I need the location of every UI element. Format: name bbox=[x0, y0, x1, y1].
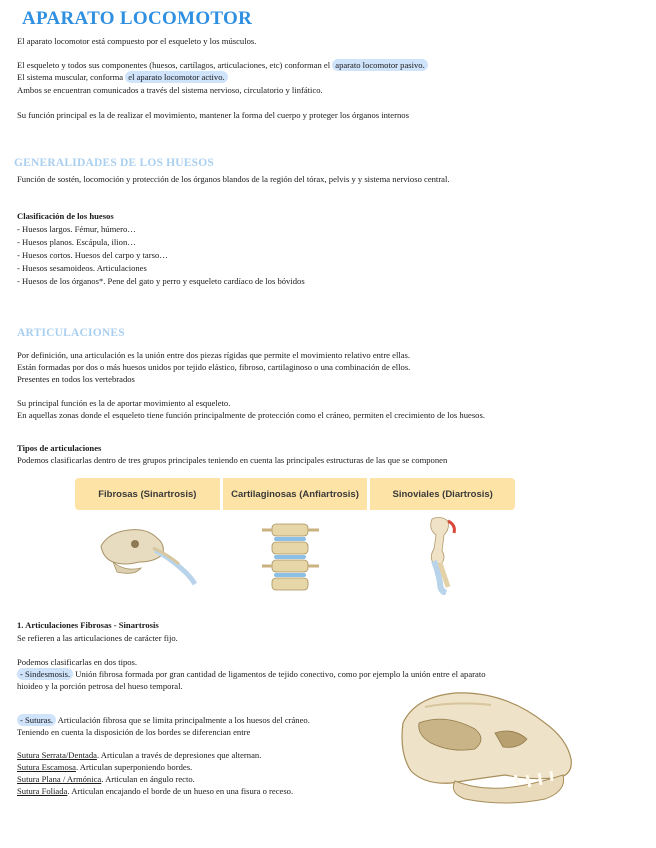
suture-item bbox=[17, 762, 192, 773]
intro-line-4: Ambos se encuentran comunicados a través del sistema nervioso, circulatorio y linfático. bbox=[17, 85, 323, 95]
suture-name: Sutura Foliada bbox=[17, 786, 68, 796]
list-item: - Huesos de los órganos*. Pene del gato y perro y esqueleto cardíaco de los bóvidos bbox=[17, 276, 305, 286]
suture-text: . Articulan a través de depresiones que alternan. bbox=[96, 750, 262, 760]
fibrosas-line-3 bbox=[17, 669, 486, 680]
fibrosas-line-4: hioideo y la porción petrosa del hueso temporal. bbox=[17, 681, 183, 691]
section-heading-huesos: GENERALIDADES DE LOS HUESOS bbox=[14, 157, 214, 169]
huesos-line-1: Función de sostén, locomoción y protección de los órganos blandos de la región del tórax, pelvis y y sistema nervioso central. bbox=[17, 174, 450, 184]
tab-cartilaginosas: Cartilaginosas (Anfiartrosis) bbox=[223, 478, 371, 510]
highlight-sindesmosis: - Sindesmosis. bbox=[17, 668, 73, 680]
art-line-2: Están formadas por dos o más huesos unidos por tejido elástico, fibroso, cartilaginoso o una combinación de ellos. bbox=[17, 362, 411, 372]
intro-line-1: El aparato locomotor está compuesto por el esqueleto y los músculos. bbox=[17, 36, 257, 46]
intro-line-2 bbox=[17, 60, 428, 71]
suture-text: . Articulan encajando el borde de un hueso en una fisura o receso. bbox=[67, 786, 294, 796]
suture-name: Sutura Serrata/Dentada bbox=[17, 750, 97, 760]
art-line-1: Por definición, una articulación es la unión entre dos piezas rígidas que permite el movimiento relativo entre ellas. bbox=[17, 350, 411, 360]
highlight-active: el aparato locomotor activo. bbox=[125, 71, 227, 83]
suture-item bbox=[17, 774, 195, 785]
intro-line-5: Su función principal es la de realizar el movimiento, mantener la forma del cuerpo y proteger los órganos internos bbox=[17, 110, 409, 120]
fibrosas-line-5 bbox=[17, 715, 310, 726]
suture-text: . Articulan en ángulo recto. bbox=[101, 774, 195, 784]
list-item: - Huesos sesamoideos. Articulaciones bbox=[17, 263, 147, 273]
section-heading-articulaciones: ARTICULACIONES bbox=[17, 327, 125, 339]
fibrosas-line-1: Se refieren a las articulaciones de carácter fijo. bbox=[17, 633, 178, 643]
highlight-suturas: - Suturas. bbox=[17, 714, 56, 726]
tab-fibrosas: Fibrosas (Sinartrosis) bbox=[75, 478, 223, 510]
list-item: - Huesos planos. Escápula, ilion… bbox=[17, 237, 136, 247]
intro-line-3-text: El sistema muscular, conforma bbox=[17, 72, 126, 82]
vertebrae-illustration bbox=[258, 518, 323, 593]
art-line-3: Presentes en todos los vertebrados bbox=[17, 374, 135, 384]
clasificacion-title: Clasificación de los huesos bbox=[17, 211, 114, 221]
fibrosas-line-5-text: Articulación fibrosa que se limita principalmente a los huesos del cráneo. bbox=[55, 715, 310, 725]
suture-name: Sutura Plana / Armónica bbox=[17, 774, 102, 784]
tipos-title: Tipos de articulaciones bbox=[17, 443, 102, 453]
fibrosas-line-2: Podemos clasificarlas en dos tipos. bbox=[17, 657, 138, 667]
page-title: APARATO LOCOMOTOR bbox=[22, 8, 253, 29]
fibrosas-line-6: Teniendo en cuenta la disposición de los bordes se diferencian entre bbox=[17, 727, 251, 737]
tab-sinoviales: Sinoviales (Diartrosis) bbox=[392, 488, 493, 500]
art-line-4: Su principal función es la de aportar movimiento al esqueleto. bbox=[17, 398, 231, 408]
joint-types-banner bbox=[75, 478, 515, 510]
list-item: - Huesos cortos. Huesos del carpo y tarso… bbox=[17, 250, 168, 260]
intro-line-2-text: El esqueleto y todos sus componentes (huesos, cartílagos, articulaciones, etc) conforman el bbox=[17, 60, 333, 70]
suture-item bbox=[17, 750, 261, 761]
list-item: - Huesos largos. Fémur, húmero… bbox=[17, 224, 136, 234]
suture-text: . Articulan superponiendo bordes. bbox=[75, 762, 193, 772]
dog-skull-illustration bbox=[395, 683, 580, 808]
suture-name: Sutura Escamosa bbox=[17, 762, 76, 772]
skull-illustration bbox=[95, 518, 200, 593]
fibrosas-heading: 1. Articulaciones Fibrosas - Sinartrosis bbox=[17, 620, 159, 630]
intro-line-3 bbox=[17, 72, 228, 83]
fibrosas-line-3-text: Unión fibrosa formada por gran cantidad de ligamentos de tejido conectivo, como por ejemplo la unión entre el aparato bbox=[73, 669, 486, 679]
suture-item bbox=[17, 786, 293, 797]
highlight-passive: aparato locomotor pasivo. bbox=[332, 59, 428, 71]
art-line-5: En aquellas zonas donde el esqueleto tiene función principalmente de protección como el cráneo, permiten el crecimiento de los huesos. bbox=[17, 410, 485, 420]
synovial-joint-illustration bbox=[420, 515, 465, 595]
tipos-line-1: Podemos clasificarlas dentro de tres grupos principales teniendo en cuenta las principales estructuras de las que se componen bbox=[17, 455, 448, 465]
